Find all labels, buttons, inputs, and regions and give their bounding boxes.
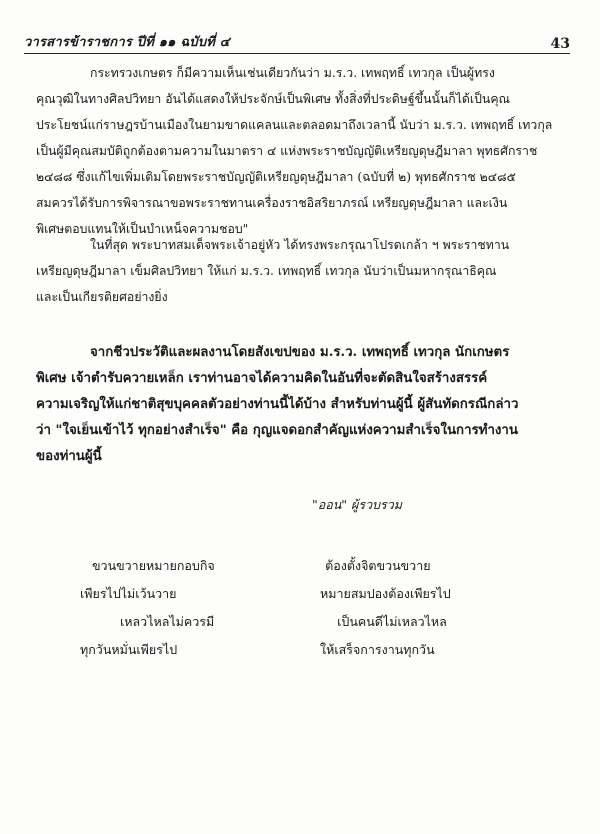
text-line: และเป็นเกียรติยศอย่างยิ่ง	[36, 290, 168, 304]
header-rule	[24, 53, 570, 54]
text-line: ความเจริญให้แก่ชาติสุขบุคคลตัวอย่างท่านนี้ได้บ้าง สำหรับท่านผู้นี้ ผู้สันทัดกรณีกล่าว	[36, 397, 519, 412]
paragraph-1	[36, 60, 566, 242]
text-line: คุณวุฒิในทางศิลปวิทยา อันได้แสดงให้ประจักษ์เป็นพิเศษ ทั้งสิ่งที่ประดิษฐ์ขึ้นนั้นก็ได้เป็นคุณ	[36, 92, 510, 106]
text-line: ในที่สุด พระบาทสมเด็จพระเจ้าอยู่หัว ได้ทรงพระกรุณาโปรดเกล้า ฯ พระราชทาน	[90, 238, 510, 252]
text-line: ประโยชน์แก่ราษฎรบ้านเมืองในยามขาดแคลนและตลอดมาถึงเวลานี้ นับว่า ม.ร.ว. เทพฤทธิ์ เทวกุล	[36, 118, 553, 132]
poem-line-left: ทุกวันหมั่นเพียรไป	[80, 642, 178, 657]
text-line: กระทรวงเกษตร ก็มีความเห็นเช่นเดียวกันว่า ม.ร.ว. เทพฤทธิ์ เทวกุล เป็นผู้ทรง	[90, 66, 495, 80]
poem-line-right: ให้เสร็จการงานทุกวัน	[320, 642, 435, 657]
text-line: พิเศษ เจ้าตำรับควายเหล็ก เราท่านอาจได้ความคิดในอันที่จะตัดสินใจสร้างสรรค์	[36, 371, 488, 386]
paragraph-3	[36, 340, 566, 470]
poem-line-left: ขวนขวายหมายกอบกิจ	[92, 558, 215, 573]
poem-line-right: ต้องตั้งจิตขวนขวาย	[325, 558, 431, 573]
text-line: พิเศษตอบแทนให้เป็นบำเหน็จความชอบ"	[36, 222, 249, 236]
poem-line-right: หมายสมปองต้องเพียรไป	[320, 586, 451, 601]
paragraph-2	[36, 232, 566, 310]
journal-title: วารสารข้าราชการ ปีที่ ๑๑ ฉบับที่ ๔	[24, 35, 230, 50]
text-line: เหรียญดุษฎีมาลา เข็มศิลปวิทยา ให้แก่ ม.ร.ว. เทพฤทธิ์ เทวกุล นับว่าเป็นมหากรุณาธิคุณ	[36, 264, 497, 278]
page-header	[24, 28, 570, 52]
text-line: เป็นผู้มีคุณสมบัติถูกต้องตามความในมาตรา ๔ แห่งพระราชบัญญัติเหรียญดุษฎีมาลา พุทธศักราช	[36, 144, 538, 158]
poem-stanza-row	[80, 552, 500, 580]
text-line: ๒๔๘๘ ซึ่งแก้ไขเพิ่มเติมโดยพระราชบัญญัติเหรียญดุษฎีมาลา (ฉบับที่ ๒) พุทธศักราช ๒๔๘๕	[36, 170, 516, 184]
text-line: ของท่านผู้นี้	[36, 449, 102, 464]
text-line: จากชีวประวัติและผลงานโดยสังเขปของ ม.ร.ว. เทพฤทธิ์ เทวกุล นักเกษตร	[90, 345, 510, 360]
poem-line-right: เป็นคนดีไม่เหลวไหล	[337, 614, 447, 629]
text-line: สมควรได้รับการพิจารณาขอพระราชทานเครื่องราชอิสริยาภรณ์ เหรียญดุษฎีมาลา และเงิน	[36, 196, 508, 210]
compiler-signature: "ออน" ผู้รวบรวม	[312, 497, 402, 512]
text-line: ว่า "ใจเย็นเข้าไว้ ทุกอย่างสำเร็จ" คือ กุญแจดอกสำคัญแห่งความสำเร็จในการทำงาน	[36, 423, 518, 438]
page-number: 43	[550, 36, 570, 52]
poem-stanza-row	[80, 580, 500, 608]
poem	[80, 552, 500, 664]
poem-line-left: เพียรไปไม่เว้นวาย	[80, 586, 177, 601]
poem-line-left: เหลวไหลไม่ควรมี	[120, 614, 215, 629]
poem-stanza-row	[80, 608, 500, 636]
poem-stanza-row	[80, 636, 500, 664]
